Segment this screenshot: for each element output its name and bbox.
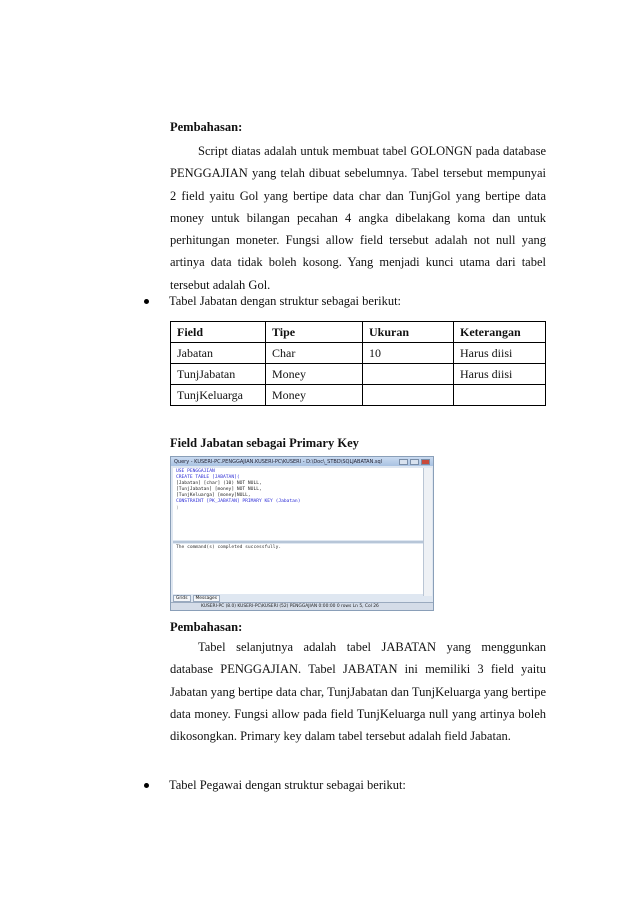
code-line: [TunjJabatan] [money] NOT NULL,	[176, 487, 262, 493]
table-row	[171, 343, 546, 364]
sql-query-screenshot	[170, 456, 434, 611]
scrollbar	[423, 468, 432, 596]
paragraph	[170, 140, 546, 296]
bullet-text: Tabel Pegawai dengan struktur sebagai berikut:	[169, 778, 406, 792]
bullet-icon	[144, 783, 149, 788]
table-cell	[454, 385, 546, 406]
section-heading: Pembahasan:	[170, 120, 243, 134]
table-header: Keterangan	[454, 322, 546, 343]
paragraph-text: Tabel selanjutnya adalah tabel JABATAN yang menggunkan database PENGGAJIAN. Tabel JABATAN ini memiliki 3 field yaitu Jabatan yang bertipe data char, TunjJabatan dan TunjKeluarga yang bertipe data money. Fungsi allow pada field TunjKeluarga null yang artinya boleh dikosongkan. Primary key dalam tabel tersebut adalah field Jabatan.	[170, 640, 546, 744]
table-header: Ukuran	[363, 322, 454, 343]
table-header-row	[171, 322, 546, 343]
code-line: USE PENGGAJIAN	[176, 469, 215, 474]
tab-messages: Messages	[193, 595, 221, 602]
table-cell	[363, 385, 454, 406]
sql-editor	[173, 468, 423, 540]
close-icon	[421, 459, 430, 465]
table-cell: Jabatan	[171, 343, 266, 364]
code-line: CREATE TABLE [JABATAN](	[176, 475, 240, 481]
table-cell: TunjJabatan	[171, 364, 266, 385]
minimize-icon	[399, 459, 408, 465]
table-cell	[363, 364, 454, 385]
primary-key-heading: Field Jabatan sebagai Primary Key	[170, 436, 359, 450]
pane-divider	[173, 541, 423, 543]
table-header: Tipe	[266, 322, 363, 343]
table-cell: Money	[266, 385, 363, 406]
table-row	[171, 385, 546, 406]
bullet-text: Tabel Jabatan dengan struktur sebagai berikut:	[169, 294, 402, 308]
section-heading: Pembahasan:	[170, 620, 243, 634]
messages-pane	[173, 544, 423, 594]
paragraph-text: Script diatas adalah untuk membuat tabel GOLONGN pada database PENGGAJIAN yang telah dibuat sebelumnya. Tabel tersebut mempunyai 2 field yaitu Gol yang bertipe data char dan TunjGol yang bertipe data money untuk bilangan pecahan 4 angka dibelakang koma dan untuk perhitungan moneter. Fungsi allow field tersebut adalah not null yang artinya data tidak boleh kosong. Yang menjadi kunci utama dari tabel tersebut adalah Gol.	[170, 144, 546, 292]
bullet-item	[144, 294, 401, 309]
table-header: Field	[171, 322, 266, 343]
table-cell: 10	[363, 343, 454, 364]
status-bar: KUSERI-PC (8.0) KUSERI-PC\KUSERI (52) PENGGAJIAN 0:00:00 0 rows Ln 5, Col 26	[171, 602, 433, 610]
bullet-icon	[144, 299, 149, 304]
table-cell: TunjKeluarga	[171, 385, 266, 406]
table-cell: Harus diisi	[454, 343, 546, 364]
structure-table	[170, 321, 546, 406]
bullet-item	[144, 778, 406, 793]
window-title: Query - KUSERI-PC.PENGGAJIAN.KUSERI-PC\KUSERI - D:\Doc\_STBD\SQLJABATAN.sql	[174, 458, 383, 465]
paragraph	[170, 636, 546, 747]
result-message: The command(s) completed successfully.	[176, 545, 282, 550]
code-line: [TunjKeluarga] [money]NULL,	[176, 493, 251, 499]
maximize-icon	[410, 459, 419, 465]
table-cell: Harus diisi	[454, 364, 546, 385]
code-line: )	[176, 505, 179, 511]
table-row	[171, 364, 546, 385]
result-tabs	[173, 595, 220, 602]
window-titlebar	[171, 457, 433, 466]
table-cell: Char	[266, 343, 363, 364]
table-cell: Money	[266, 364, 363, 385]
code-line: [Jabatan] [char] (10) NOT NULL,	[176, 481, 262, 487]
code-line: CONSTRAINT [PK_JABATAN] PRIMARY KEY (Jabatan)	[176, 499, 301, 505]
tab-grids: Grids	[173, 595, 191, 602]
